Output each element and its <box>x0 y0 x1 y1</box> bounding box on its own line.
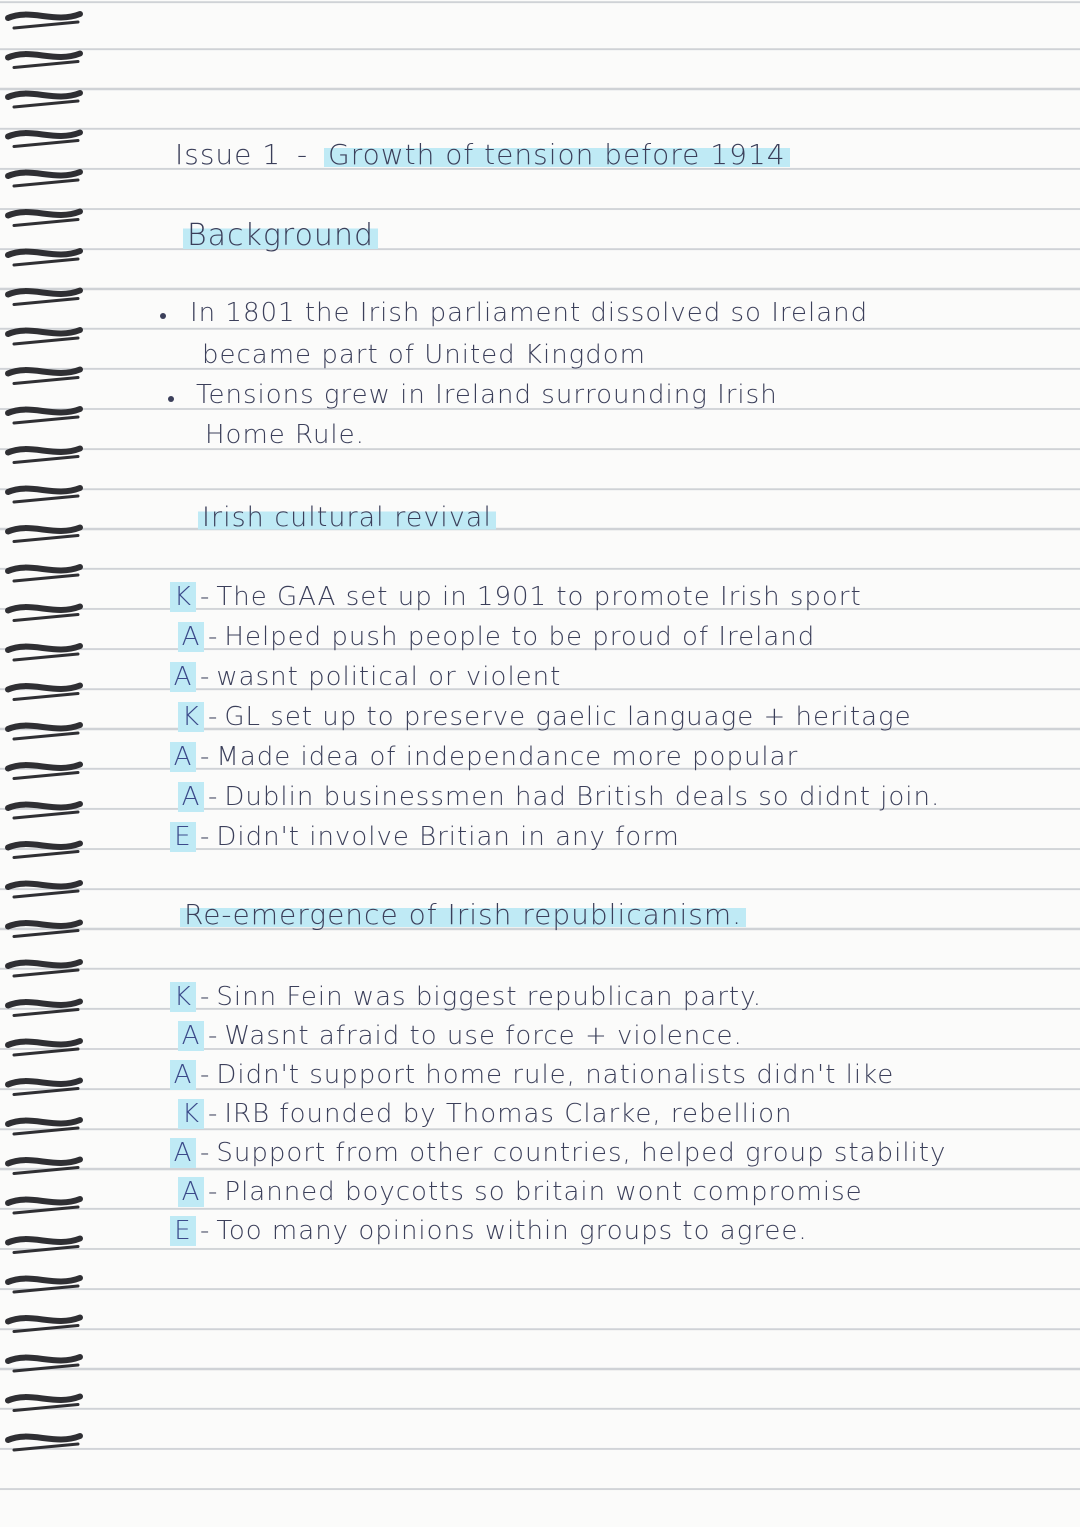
spiral-ring-back <box>14 970 78 976</box>
title-dash: - <box>297 138 309 171</box>
spiral-ring <box>8 844 80 848</box>
spiral-ring-back <box>14 338 78 344</box>
spiral-ring <box>8 133 80 137</box>
title-issue: Issue 1 <box>175 138 282 171</box>
item-tag: K <box>178 702 204 732</box>
spiral-ring <box>8 725 80 729</box>
spiral-ring <box>8 883 80 887</box>
item-text: Planned boycotts so britain wont compromise <box>224 1177 863 1207</box>
item-dash: - <box>200 662 211 692</box>
spiral-ring <box>8 567 80 571</box>
spiral-ring-back <box>14 378 78 384</box>
item-dash: - <box>208 702 219 732</box>
item-dash: - <box>208 622 219 652</box>
spiral-ring-back <box>14 1286 78 1292</box>
item-tag: A <box>178 1021 204 1051</box>
item-text: The GAA set up in 1901 to promote Irish sport <box>216 582 862 612</box>
list-item <box>178 1177 863 1207</box>
spiral-ring-back <box>14 536 78 542</box>
item-tag: A <box>178 622 204 652</box>
spiral-ring-back <box>14 1089 78 1095</box>
spiral-ring-back <box>14 180 78 186</box>
spiral-ring-back <box>14 694 78 700</box>
spiral-ring-back <box>14 852 78 858</box>
list-item <box>170 982 762 1012</box>
spiral-ring <box>8 646 80 650</box>
spiral-ring <box>8 1120 80 1124</box>
spiral-ring-back <box>14 773 78 779</box>
spiral-ring <box>8 1318 80 1322</box>
spiral-ring <box>8 923 80 927</box>
item-text: Dublin businessmen had British deals so didnt join. <box>224 782 941 812</box>
spiral-ring-back <box>14 220 78 226</box>
spiral-ring <box>8 1199 80 1203</box>
list-item <box>178 702 912 732</box>
item-tag: K <box>170 582 196 612</box>
background-bullet-1-line2: became part of United Kingdom <box>202 340 647 370</box>
item-dash: - <box>200 742 211 772</box>
spiral-ring <box>8 607 80 611</box>
item-text: IRB founded by Thomas Clarke, rebellion <box>224 1099 793 1129</box>
spiral-ring-back <box>14 62 78 68</box>
spiral-ring-back <box>14 1168 78 1174</box>
spiral-ring <box>8 1041 80 1045</box>
spiral-ring-back <box>14 1128 78 1134</box>
list-item <box>170 1216 808 1246</box>
spiral-ring-back <box>14 1049 78 1055</box>
item-tag: A <box>170 662 196 692</box>
list-item <box>170 822 680 852</box>
item-text: Wasnt afraid to use force + violence. <box>224 1021 743 1051</box>
spiral-ring-back <box>14 615 78 621</box>
spiral-ring-back <box>14 812 78 818</box>
spiral-ring <box>8 1160 80 1164</box>
spiral-binding <box>0 0 95 1527</box>
item-dash: - <box>208 1177 219 1207</box>
spiral-ring-back <box>14 1326 78 1332</box>
spiral-ring-back <box>14 931 78 937</box>
spiral-ring-back <box>14 1365 78 1371</box>
item-text: Didn't support home rule, nationalists didn't like <box>216 1060 895 1090</box>
item-text: Sinn Fein was biggest republican party. <box>216 982 763 1012</box>
item-dash: - <box>200 982 211 1012</box>
item-text: wasnt political or violent <box>216 662 562 692</box>
spiral-ring <box>8 54 80 58</box>
bullet-dot <box>168 396 174 402</box>
item-text: Too many opinions within groups to agree. <box>216 1216 808 1246</box>
page-title <box>175 138 790 171</box>
spiral-ring <box>8 212 80 216</box>
spiral-ring <box>8 1081 80 1085</box>
spiral-ring-back <box>14 496 78 502</box>
cultural-heading: Irish cultural revival <box>198 502 496 533</box>
spiral-ring <box>8 93 80 97</box>
background-heading: Background <box>183 218 378 253</box>
spiral-ring <box>8 370 80 374</box>
background-bullet-1-line1: In 1801 the Irish parliament dissolved so Ireland <box>190 298 869 328</box>
list-item <box>178 1021 743 1051</box>
republicanism-heading: Re-emergence of Irish republicanism. <box>180 898 746 931</box>
spiral-ring-back <box>14 22 78 28</box>
spiral-ring <box>8 686 80 690</box>
spiral-ring-back <box>14 1247 78 1253</box>
item-tag: A <box>170 742 196 772</box>
item-tag: E <box>170 822 196 852</box>
item-dash: - <box>200 822 211 852</box>
spiral-ring-back <box>14 891 78 897</box>
spiral-ring-back <box>14 1444 78 1450</box>
title-topic: Growth of tension before 1914 <box>324 138 790 171</box>
list-item <box>178 1099 793 1129</box>
spiral-ring <box>8 1397 80 1401</box>
spiral-ring-back <box>14 1405 78 1411</box>
background-bullet-2-line1: Tensions grew in Ireland surrounding Irish <box>196 380 778 410</box>
item-text: GL set up to preserve gaelic language + heritage <box>224 702 912 732</box>
spiral-ring <box>8 172 80 176</box>
item-dash: - <box>208 1021 219 1051</box>
item-text: Didn't involve Britian in any form <box>216 822 680 852</box>
list-item <box>170 662 561 692</box>
item-text: Support from other countries, helped group stability <box>216 1138 947 1168</box>
spiral-ring-back <box>14 141 78 147</box>
spiral-ring <box>8 1278 80 1282</box>
spiral-ring <box>8 1436 80 1440</box>
spiral-ring <box>8 765 80 769</box>
spiral-ring-back <box>14 299 78 305</box>
spiral-ring <box>8 449 80 453</box>
item-dash: - <box>200 1138 211 1168</box>
list-item <box>178 622 815 652</box>
spiral-ring <box>8 291 80 295</box>
item-dash: - <box>200 582 211 612</box>
bullet-dot <box>160 313 166 319</box>
spiral-ring-back <box>14 1010 78 1016</box>
item-tag: K <box>170 982 196 1012</box>
list-item <box>170 742 798 772</box>
spiral-ring <box>8 1239 80 1243</box>
item-text: Made idea of independance more popular <box>216 742 799 772</box>
spiral-ring <box>8 330 80 334</box>
spiral-ring <box>8 251 80 255</box>
list-item <box>170 1138 946 1168</box>
spiral-ring-back <box>14 733 78 739</box>
spiral-ring <box>8 962 80 966</box>
item-tag: A <box>170 1060 196 1090</box>
item-dash: - <box>200 1216 211 1246</box>
list-item <box>170 582 862 612</box>
item-tag: A <box>178 782 204 812</box>
spiral-ring <box>8 528 80 532</box>
spiral-ring-back <box>14 417 78 423</box>
spiral-ring <box>8 804 80 808</box>
item-dash: - <box>208 782 219 812</box>
spiral-ring <box>8 1002 80 1006</box>
background-bullet-2-line2: Home Rule. <box>205 420 365 450</box>
spiral-ring-back <box>14 259 78 265</box>
spiral-ring-back <box>14 1207 78 1213</box>
item-tag: E <box>170 1216 196 1246</box>
spiral-ring-back <box>14 654 78 660</box>
item-text: Helped push people to be proud of Ireland <box>224 622 816 652</box>
spiral-ring <box>8 409 80 413</box>
item-tag: A <box>178 1177 204 1207</box>
spiral-ring <box>8 488 80 492</box>
item-tag: K <box>178 1099 204 1129</box>
spiral-ring-back <box>14 457 78 463</box>
spiral-ring-back <box>14 101 78 107</box>
item-tag: A <box>170 1138 196 1168</box>
spiral-ring <box>8 14 80 18</box>
list-item <box>170 1060 894 1090</box>
item-dash: - <box>200 1060 211 1090</box>
item-dash: - <box>208 1099 219 1129</box>
spiral-ring-back <box>14 575 78 581</box>
spiral-ring <box>8 1357 80 1361</box>
list-item <box>178 782 940 812</box>
